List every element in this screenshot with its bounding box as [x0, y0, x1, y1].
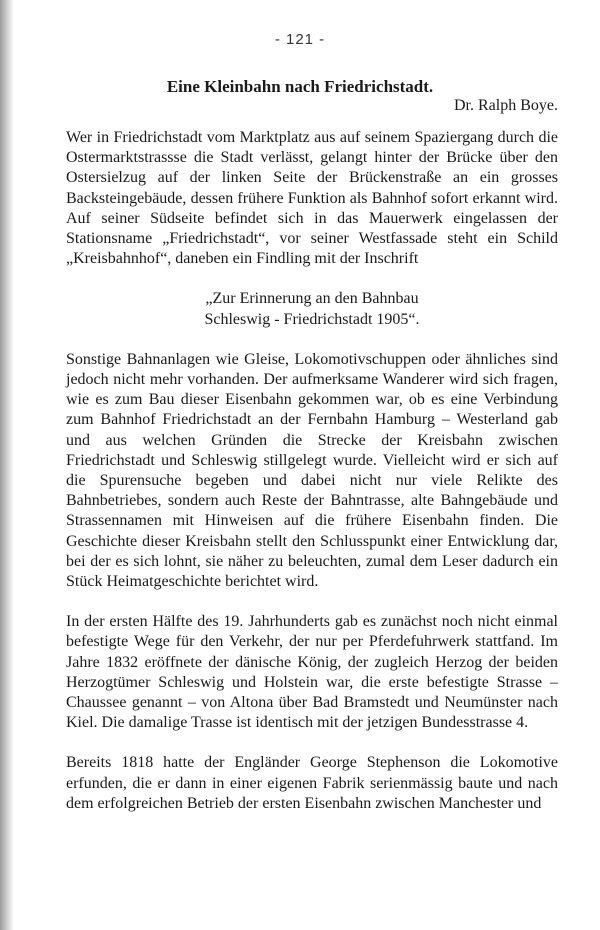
- paragraph-2: Sonstige Bahnanlagen wie Gleise, Lokomotivschuppen oder ähnliches sind jedoch nicht mehr vorhanden. Der aufmerksame Wanderer wird sich fragen, wie es zum Bau dieser Eisenbahn gekommen war, ob es eine Verbindung zum Bahnhof Friedrichstadt an der Fernbahn Hamburg – Westerland gab und aus welchen Gründen die Strecke der Kreisbahn zwischen Friedrichstadt und Schleswig stillgelegt wurde. Vielleicht wird er sich auf die Spurensuche begeben und dabei nicht nur viele Relikte des Bahnbetriebes, sondern auch Reste der Bahntrasse, alte Bahngebäude und Strassennamen mit Hinweisen auf die frühere Eisenbahn finden. Die Geschichte dieser Kreisbahn stellt den Schlusspunkt einer Entwicklung dar, bei der es sich lohnt, sie näher zu beleuchten, zumal dem Leser dadurch ein Stück Heimatgeschichte berichtet wird.: [66, 350, 558, 591]
- inscription-quote: [66, 289, 558, 329]
- paragraph-4: Bereits 1818 hatte der Engländer George Stephenson die Lokomotive erfunden, die er dann in einer eigenen Fabrik serienmässig baute und nach dem erfolgreichen Betrieb der ersten Eisenbahn zwischen Manchester und: [66, 754, 558, 812]
- article-body: [66, 128, 558, 834]
- inscription-line-2: Schleswig - Friedrichstadt 1905“.: [204, 310, 420, 328]
- inscription-line-1: „Zur Erinnerung an den Bahnbau: [205, 290, 419, 308]
- author-name: Dr. Ralph Boye.: [454, 97, 558, 114]
- article-title: Eine Kleinbahn nach Friedrichstadt.: [166, 77, 434, 96]
- book-spine-shadow: [0, 0, 14, 930]
- paragraph-1: Wer in Friedrichstadt vom Marktplatz aus auf seinem Spaziergang durch die Ostermarktstrassse die Stadt verlässt, gelangt hinter der Brücke über den Ostersielzug auf der linken Seite der Brückenstraße an ein grosses Backsteingebäude, dessen frühere Funktion als Bahnhof sofort erkannt wird. Auf seiner Südseite befindet sich in das Mauerwerk eingelassen der Stationsname „Friedrichstadt“, vor seiner Westfassade steht ein Schild „Kreisbahnhof“, daneben ein Findling mit der Inschrift: [66, 129, 558, 268]
- paragraph-3: In der ersten Hälfte des 19. Jahrhunderts gab es zunächst noch nicht einmal befestigte Wege für den Verkehr, der nur per Pferdefuhrwerk stattfand. Im Jahre 1832 eröffnete der dänische König, der zugleich Herzog der beiden Herzogtümer Schleswig und Holstein war, die erste befestigte Strasse – Chaussee genannt – von Altona über Bad Bramstedt und Neumünster nach Kiel. Die damalige Trasse ist identisch mit der jetzigen Bundesstrasse 4.: [66, 613, 558, 732]
- page-number: - 121 -: [274, 31, 326, 48]
